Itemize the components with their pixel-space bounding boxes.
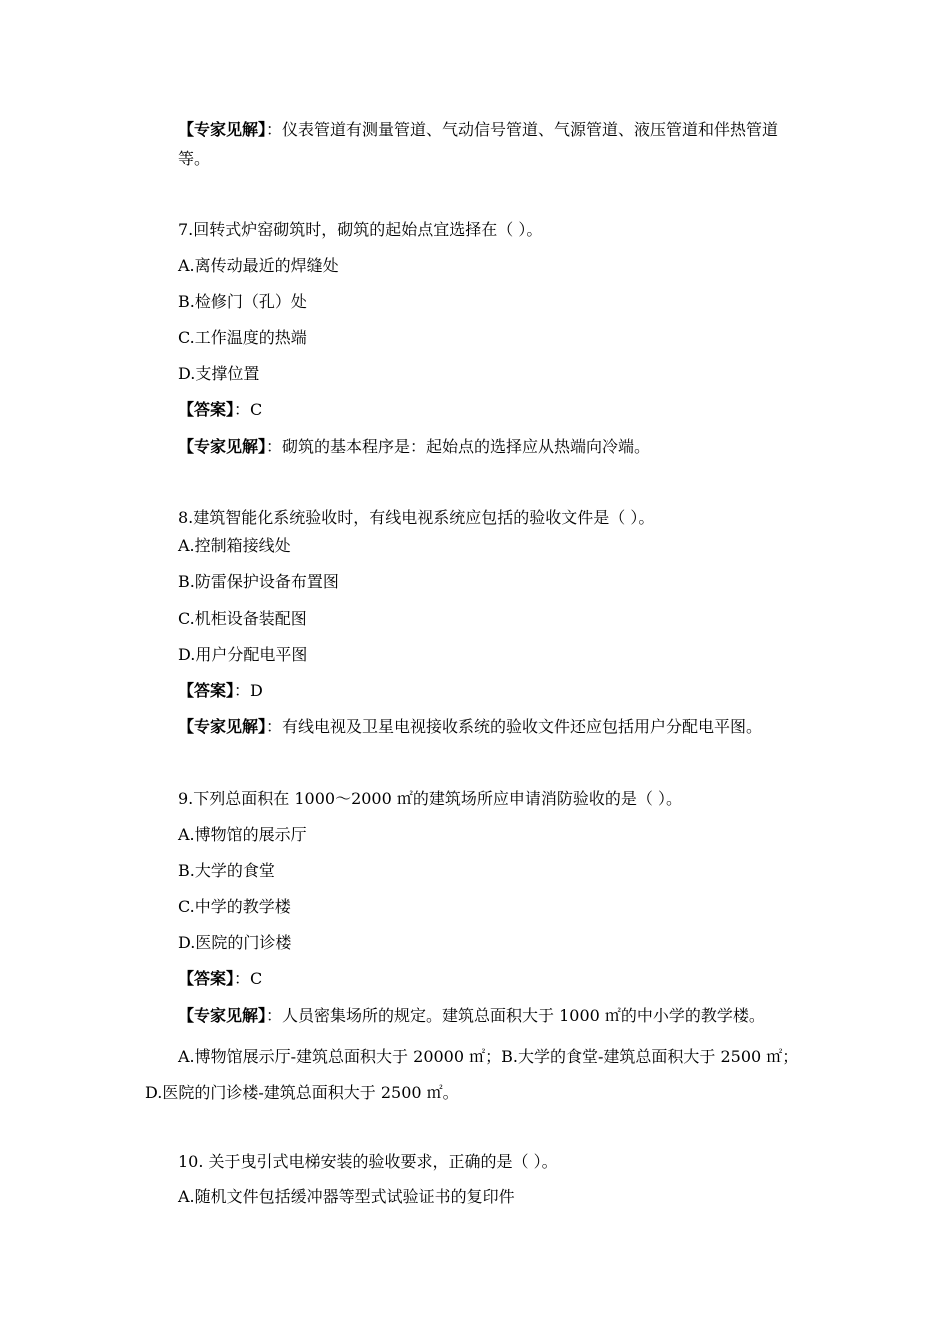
expert-note-9-detail-1: A.博物馆展示厅-建筑总面积大于 20000 ㎡；B.大学的食堂-建筑总面积大于 2500 ㎡； bbox=[178, 1047, 799, 1066]
expert-text: ：仪表管道有测量管道、气动信号管道、气源管道、液压管道和伴热管道 bbox=[266, 120, 779, 139]
question-10 bbox=[178, 1152, 558, 1172]
expert-text-continued: 等。 bbox=[178, 149, 211, 168]
answer-8 bbox=[178, 681, 263, 701]
option-10a: A.随机文件包括缓冲器等型式试验证书的复印件 bbox=[178, 1187, 515, 1206]
expert-note-8 bbox=[178, 717, 762, 737]
question-text: 8.建筑智能化系统验收时，有线电视系统应包括的验收文件是（ ）。 bbox=[178, 508, 655, 527]
option-7d: D.支撑位置 bbox=[178, 364, 260, 383]
answer-7 bbox=[178, 400, 262, 420]
expert-note-9 bbox=[178, 1006, 765, 1026]
option-9d: D.医院的门诊楼 bbox=[178, 933, 292, 952]
expert-label: 【专家见解】 bbox=[178, 1006, 267, 1025]
question-text: 10. 关于曳引式电梯安装的验收要求，正确的是（ ）。 bbox=[178, 1152, 558, 1171]
answer-9 bbox=[178, 969, 262, 989]
answer-label: 【答案】 bbox=[178, 969, 235, 988]
question-9 bbox=[178, 789, 682, 809]
option-7b: B.检修门（孔）处 bbox=[178, 292, 307, 311]
expert-text: ：砌筑的基本程序是：起始点的选择应从热端向冷端。 bbox=[266, 437, 651, 456]
answer-value: ：D bbox=[234, 681, 263, 700]
expert-label: 【专家见解】 bbox=[178, 717, 267, 736]
option-9c: C.中学的教学楼 bbox=[178, 897, 291, 916]
expert-note-b0 bbox=[178, 120, 778, 140]
question-text: 7.回转式炉窑砌筑时，砌筑的起始点宜选择在（ ）。 bbox=[178, 220, 543, 239]
option-9a: A.博物馆的展示厅 bbox=[178, 825, 307, 844]
question-8 bbox=[178, 508, 654, 528]
option-7a: A.离传动最近的焊缝处 bbox=[178, 256, 339, 275]
expert-label: 【专家见解】 bbox=[178, 120, 267, 139]
expert-note-7 bbox=[178, 437, 650, 457]
answer-value: ：C bbox=[234, 969, 263, 988]
option-8a: A.控制箱接线处 bbox=[178, 536, 291, 555]
option-9b: B.大学的食堂 bbox=[178, 861, 275, 880]
option-7c: C.工作温度的热端 bbox=[178, 328, 307, 347]
expert-text: ：有线电视及卫星电视接收系统的验收文件还应包括用户分配电平图。 bbox=[266, 717, 763, 736]
expert-note-b0-line2 bbox=[178, 149, 210, 169]
answer-value: ：C bbox=[234, 400, 263, 419]
option-8d: D.用户分配电平图 bbox=[178, 645, 308, 664]
option-8b: B.防雷保护设备布置图 bbox=[178, 572, 339, 591]
option-8c: C.机柜设备装配图 bbox=[178, 609, 307, 628]
question-text: 9.下列总面积在 1000～2000 ㎡的建筑场所应申请消防验收的是（ ）。 bbox=[178, 789, 682, 808]
question-7 bbox=[178, 220, 542, 240]
answer-label: 【答案】 bbox=[178, 681, 235, 700]
expert-label: 【专家见解】 bbox=[178, 437, 267, 456]
answer-label: 【答案】 bbox=[178, 400, 235, 419]
expert-note-9-detail-2: D.医院的门诊楼-建筑总面积大于 2500 ㎡。 bbox=[145, 1083, 459, 1102]
expert-text: ：人员密集场所的规定。建筑总面积大于 1000 ㎡的中小学的教学楼。 bbox=[266, 1006, 765, 1025]
